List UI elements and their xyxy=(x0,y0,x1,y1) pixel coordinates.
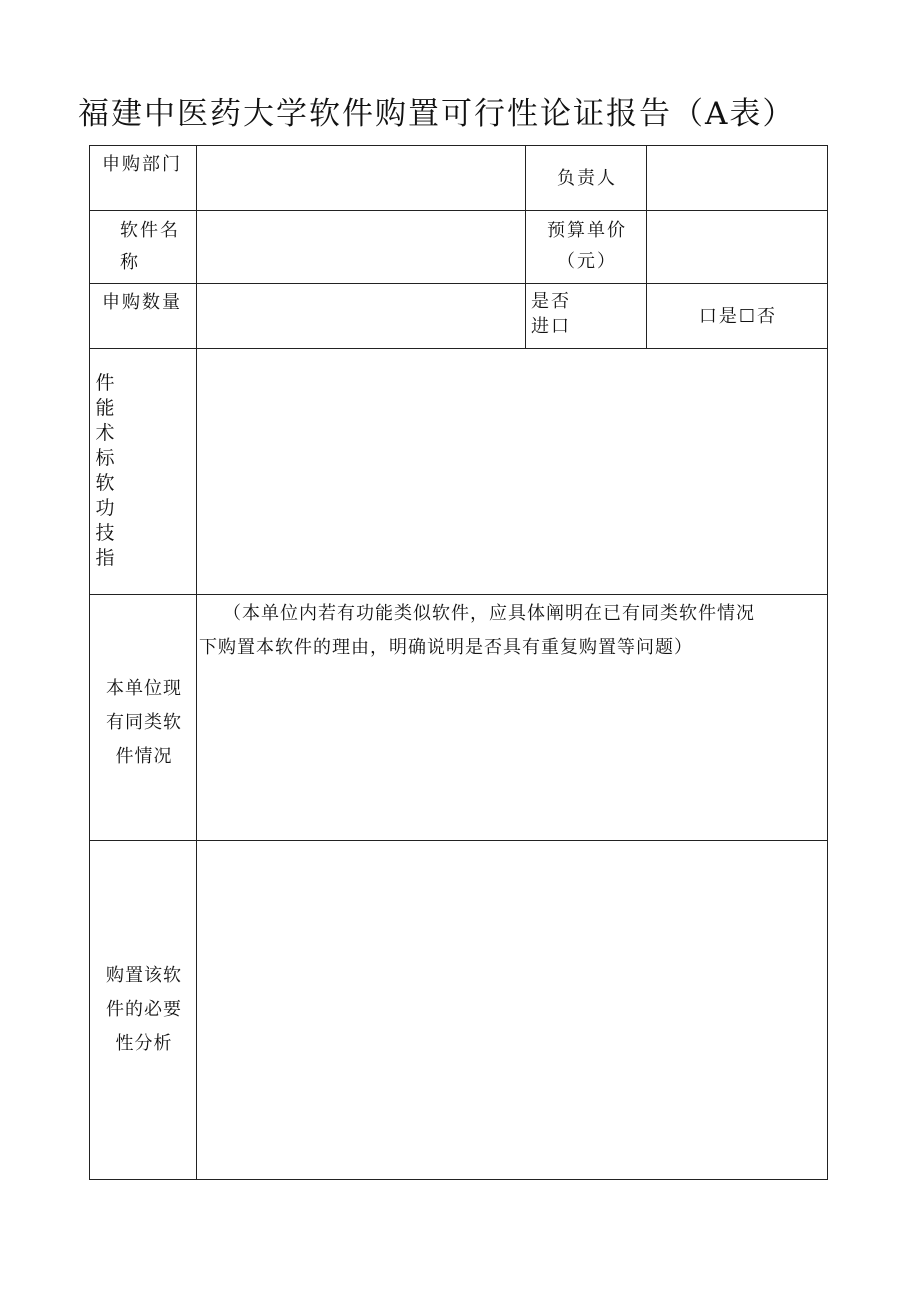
existing-software-note-line2: 下购置本软件的理由，明确说明是否具有重复购置等问题） xyxy=(199,637,693,658)
spec-char: 功 xyxy=(95,497,115,519)
import-label-cell xyxy=(525,283,647,349)
necessity-label-cell xyxy=(89,840,197,1180)
form-table xyxy=(89,145,828,1180)
budget-price-label-cell xyxy=(525,210,647,284)
software-name-label-line2: 称 xyxy=(120,252,140,273)
spec-char: 术 xyxy=(95,422,115,444)
spec-char: 能 xyxy=(95,397,115,419)
necessity-label-line: 购置该软 xyxy=(106,965,182,986)
quantity-label: 申购数量 xyxy=(102,292,182,313)
existing-software-label-line: 件情况 xyxy=(115,746,173,767)
dept-label: 申购部门 xyxy=(102,154,182,175)
spec-value-cell[interactable] xyxy=(196,348,828,595)
owner-label: 负责人 xyxy=(557,168,617,189)
spec-char: 软 xyxy=(95,472,115,494)
software-name-label-line1: 软件名 xyxy=(120,220,180,241)
existing-software-label-cell xyxy=(89,594,197,841)
necessity-value-cell[interactable] xyxy=(196,840,828,1180)
software-name-label-cell xyxy=(89,210,197,284)
software-name-value-cell[interactable] xyxy=(196,210,526,284)
document-title: 福建中医药大学软件购置可行性论证报告（A表） xyxy=(78,96,796,132)
spec-char: 指 xyxy=(95,547,115,569)
existing-software-value-cell[interactable] xyxy=(196,594,828,841)
spec-char: 标 xyxy=(95,447,115,469)
existing-software-note-line1: （本单位内若有功能类似软件，应具体阐明在已有同类软件情况 xyxy=(223,603,755,624)
existing-software-label-line: 有同类软 xyxy=(106,712,182,733)
budget-price-label-line2: （元） xyxy=(557,251,617,272)
import-label-line2: 进口 xyxy=(531,316,571,337)
quantity-label-cell xyxy=(89,283,197,349)
dept-label-cell xyxy=(89,145,197,211)
spec-label-cell xyxy=(89,348,197,595)
import-label-line1: 是否 xyxy=(531,291,571,312)
budget-price-label-line1: 预算单价 xyxy=(547,220,627,241)
owner-value-cell[interactable] xyxy=(646,145,828,211)
necessity-label-line: 性分析 xyxy=(115,1033,173,1054)
existing-software-label-line: 本单位现 xyxy=(106,678,182,699)
quantity-value-cell[interactable] xyxy=(196,283,526,349)
owner-label-cell xyxy=(525,145,647,211)
spec-char: 技 xyxy=(95,522,115,544)
import-options-cell[interactable] xyxy=(646,283,828,349)
necessity-label-line: 件的必要 xyxy=(106,999,182,1020)
spec-char: 件 xyxy=(95,372,115,394)
import-options[interactable]: 口是☐否 xyxy=(698,306,778,327)
dept-value-cell[interactable] xyxy=(196,145,526,211)
budget-price-value-cell[interactable] xyxy=(646,210,828,284)
